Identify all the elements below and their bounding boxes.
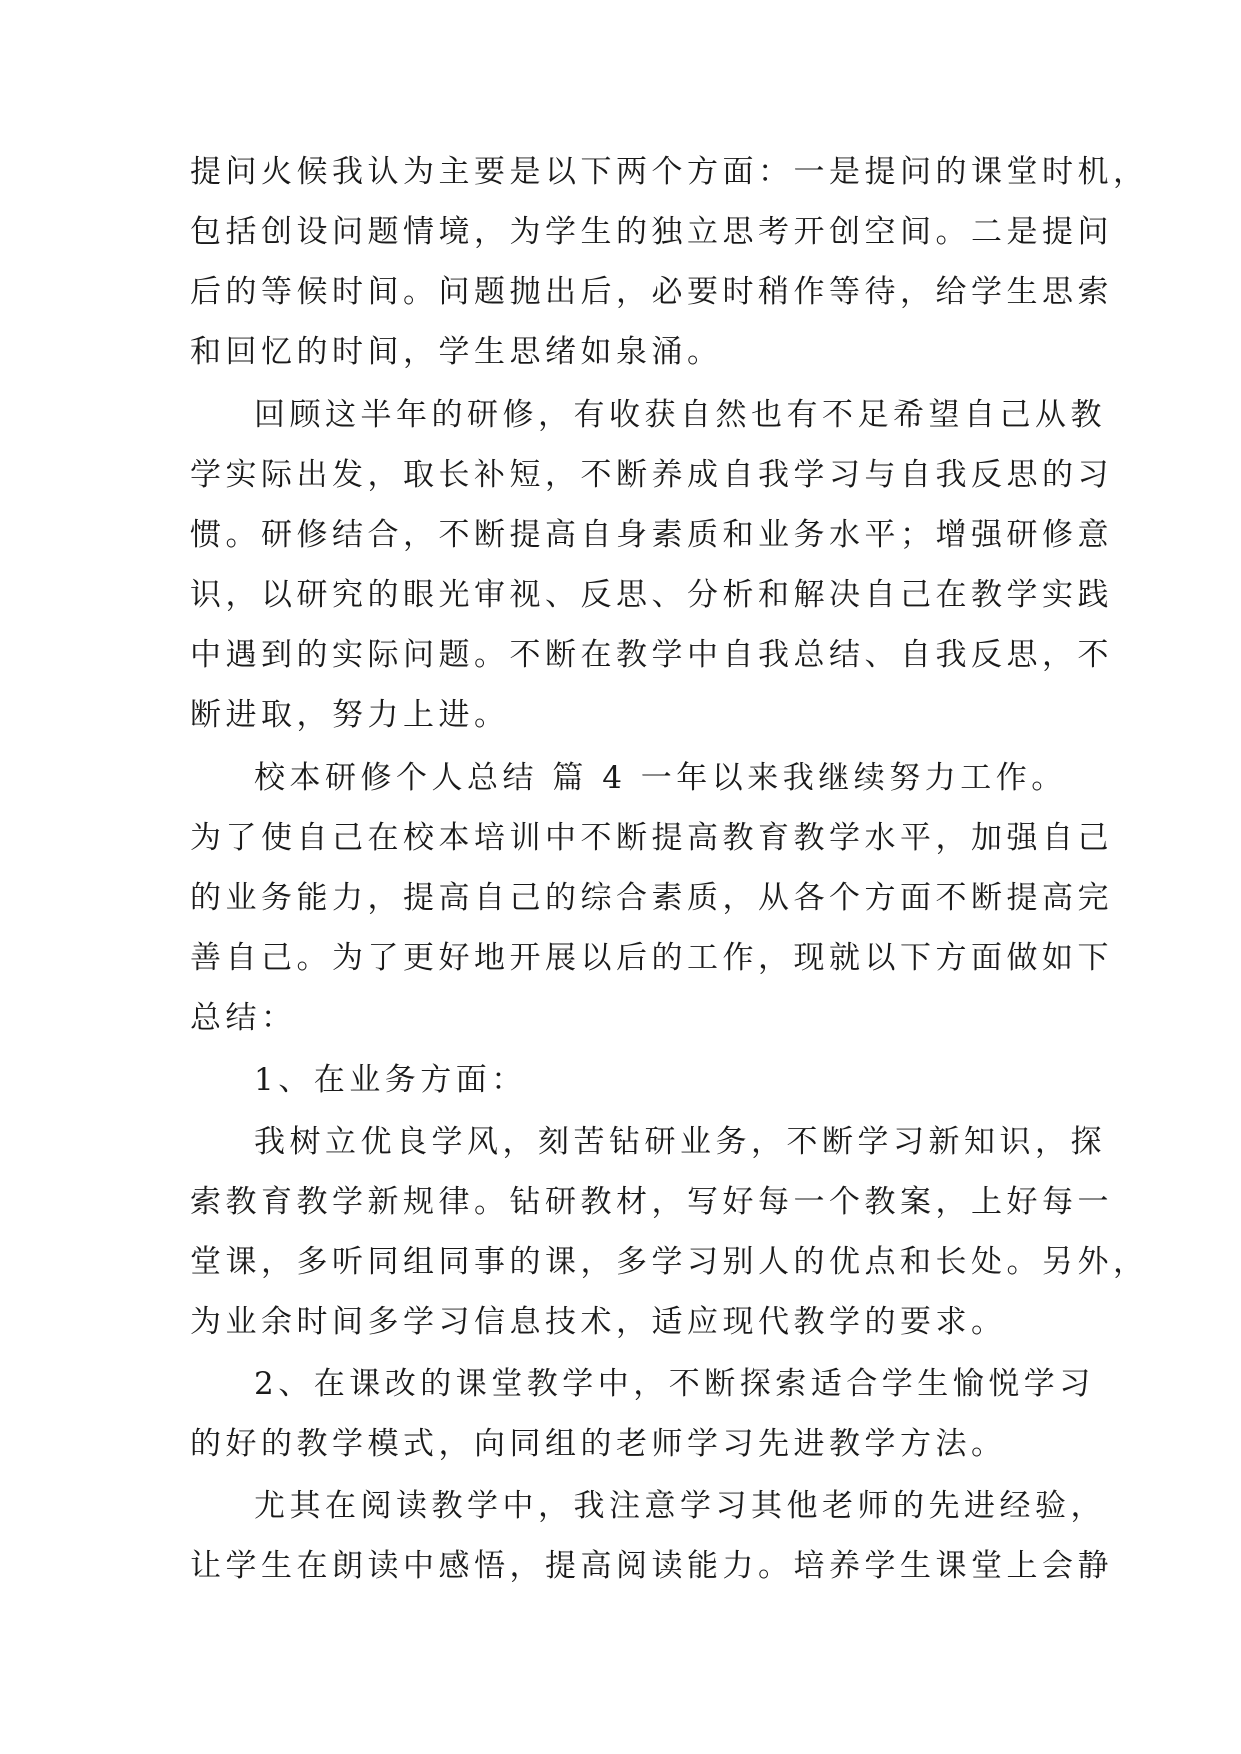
text-line: 我树立优良学风，刻苦钻研业务，不断学习新知识，探 (254, 1124, 1106, 1160)
text-line: 总结： (190, 1000, 297, 1036)
text-line: 让学生在朗读中感悟，提高阅读能力。培养学生课堂上会静 (190, 1548, 1113, 1584)
text-line: 堂课，多听同组同事的课，多学习别人的优点和长处。另外， (190, 1244, 1149, 1280)
text-line: 为业余时间多学习信息技术，适应现代教学的要求。 (190, 1304, 1007, 1340)
text-line: 惯。研修结合，不断提高自身素质和业务水平；增强研修意 (190, 517, 1113, 553)
text-line: 尤其在阅读教学中，我注意学习其他老师的先进经验， (254, 1488, 1106, 1524)
list-item-heading: 1、在业务方面： (254, 1062, 527, 1098)
text-line: 断进取，努力上进。 (190, 697, 510, 733)
text-line: 学实际出发，取长补短，不断养成自我学习与自我反思的习 (190, 457, 1113, 493)
text-line: 善自己。为了更好地开展以后的工作，现就以下方面做如下 (190, 940, 1113, 976)
text-line: 包括创设问题情境，为学生的独立思考开创空间。二是提问 (190, 214, 1113, 250)
text-line: 提问火候我认为主要是以下两个方面：一是提问的课堂时机， (190, 154, 1149, 190)
text-line: 的业务能力，提高自己的综合素质，从各个方面不断提高完 (190, 880, 1113, 916)
text-line: 的好的教学模式，向同组的老师学习先进教学方法。 (190, 1426, 1007, 1462)
text-line: 索教育教学新规律。钻研教材，写好每一个教案，上好每一 (190, 1184, 1113, 1220)
text-line: 识，以研究的眼光审视、反思、分析和解决自己在教学实践 (190, 577, 1113, 613)
section-heading-line: 校本研修个人总结 篇 4 一年以来我继续努力工作。 (254, 760, 1067, 796)
text-line: 为了使自己在校本培训中不断提高教育教学水平，加强自己 (190, 820, 1113, 856)
text-line: 回顾这半年的研修，有收获自然也有不足希望自己从教 (254, 397, 1106, 433)
text-line: 2、在课改的课堂教学中，不断探索适合学生愉悦学习 (254, 1366, 1095, 1402)
text-line: 中遇到的实际问题。不断在教学中自我总结、自我反思，不 (190, 637, 1113, 673)
text-line: 和回忆的时间，学生思绪如泉涌。 (190, 334, 723, 370)
text-line: 后的等候时间。问题抛出后，必要时稍作等待，给学生思索 (190, 274, 1113, 310)
